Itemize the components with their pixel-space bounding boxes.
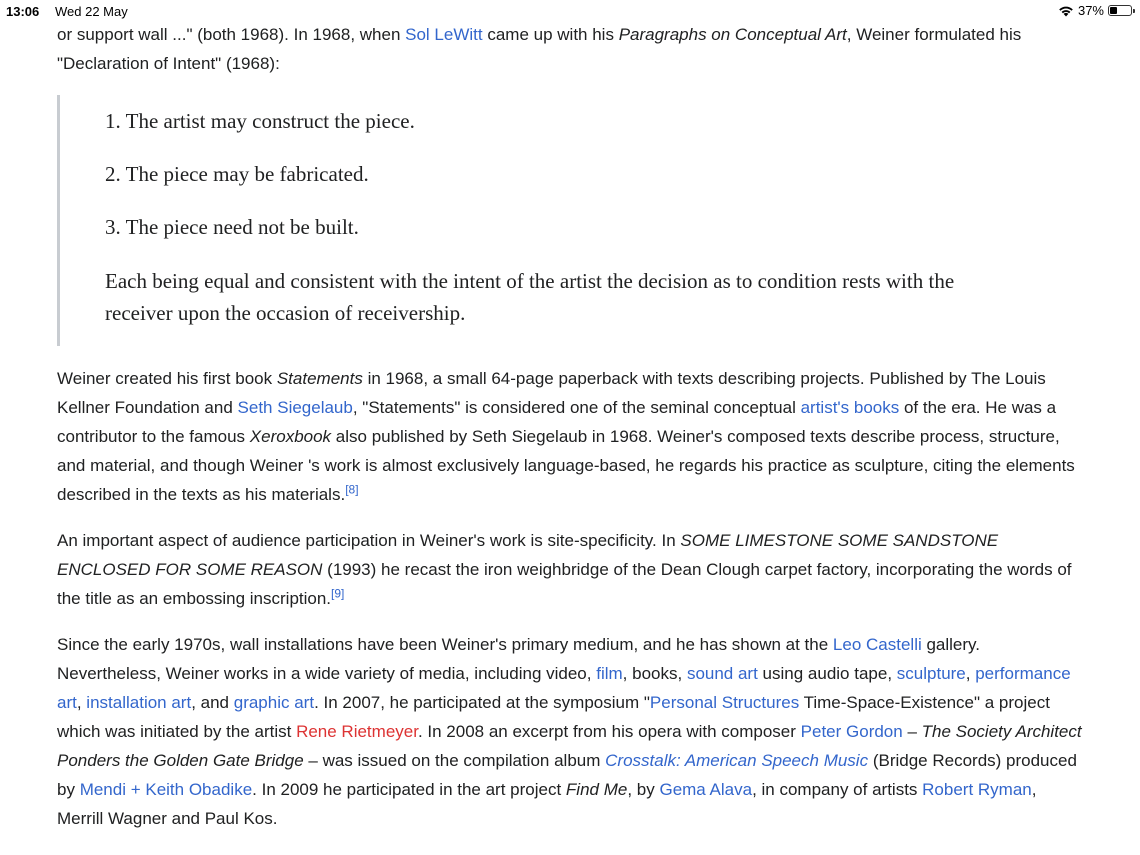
wiki-link[interactable]: Crosstalk: American Speech Music: [605, 751, 869, 770]
text-run: – was issued on the compilation album: [303, 751, 606, 770]
italic-text: Statements: [276, 369, 363, 388]
article-paragraph: [57, 20, 1087, 78]
text-run: came up with his: [482, 25, 619, 44]
status-indicators: [1058, 3, 1132, 18]
battery-icon: [1108, 5, 1132, 16]
text-run: Since the early 1970s, wall installations have been Weiner's primary medium, and he has shown at the: [57, 635, 833, 654]
wiki-link[interactable]: performance art: [57, 664, 1071, 712]
text-run: ,: [76, 693, 87, 712]
text-run: or support wall ..." (both 1968). In 1968, when: [57, 25, 406, 44]
italic-text: Paragraphs on Conceptual Art: [618, 25, 847, 44]
text-run: , by: [627, 780, 660, 799]
wiki-link[interactable]: Robert Ryman: [922, 780, 1032, 799]
text-run: , books,: [622, 664, 687, 683]
quote-closing: Each being equal and consistent with the intent of the artist the decision as to condition rests with the receiver upon the occasion of receivership.: [105, 269, 955, 325]
text-run: Time-Space-Existence" a project which was initiated by the artist: [57, 693, 1050, 741]
status-bar: [0, 0, 1140, 22]
article-paragraph: [57, 526, 1087, 613]
italic-text: SOME LIMESTONE SOME SANDSTONE ENCLOSED FOR SOME REASON: [57, 531, 999, 579]
text-run: in 1968, a small 64-page paperback with texts describing projects. Published by The Louis Kellner Foundation and: [57, 369, 1046, 417]
text-run: –: [902, 722, 922, 741]
text-run: (1993) he recast the iron weighbridge of the Dean Clough carpet factory, incorporating the words of the title as an embossing inscription.: [57, 560, 1072, 608]
text-run: . In 2007, he participated at the symposium ": [314, 693, 650, 712]
wifi-icon: [1058, 5, 1074, 17]
text-run: (Bridge Records) produced by: [57, 751, 1077, 799]
italic-text: The Society Architect Ponders the Golden Gate Bridge: [57, 722, 1082, 770]
italic-text: Find Me: [565, 780, 628, 799]
text-run: , Weiner formulated his "Declaration of Intent" (1968):: [57, 25, 1022, 73]
wiki-link[interactable]: sculpture: [896, 664, 966, 683]
wiki-link[interactable]: sound art: [686, 664, 758, 683]
quote-item: 1. The artist may construct the piece.: [105, 109, 415, 133]
text-run: ,: [965, 664, 976, 683]
text-run: , in company of artists: [752, 780, 923, 799]
status-date: Wed 22 May: [55, 4, 128, 19]
text-run: , "Statements" is considered one of the seminal conceptual: [352, 398, 801, 417]
text-run: . In 2008 an excerpt from his opera with composer: [417, 722, 801, 741]
text-run: using audio tape,: [757, 664, 897, 683]
wiki-link[interactable]: graphic art: [233, 693, 315, 712]
battery-fill: [1110, 7, 1117, 14]
citation-link[interactable]: [9]: [331, 586, 345, 601]
text-run: , Merrill Wagner and Paul Kos.: [57, 780, 1037, 828]
wiki-link[interactable]: artist's books: [800, 398, 900, 417]
quote-item: 2. The piece may be fabricated.: [105, 162, 369, 186]
wiki-link[interactable]: Sol LeWitt: [405, 25, 483, 44]
wiki-link[interactable]: installation art: [86, 693, 192, 712]
article-paragraph: [57, 630, 1087, 833]
text-run: , and: [191, 693, 234, 712]
wiki-link[interactable]: Mendi + Keith Obadike: [79, 780, 253, 799]
italic-text: Xeroxbook: [249, 427, 332, 446]
text-run: . In 2009 he participated in the art project: [252, 780, 566, 799]
battery-percent: 37%: [1077, 3, 1104, 18]
wiki-link[interactable]: Leo Castelli: [832, 635, 922, 654]
article-content: [57, 20, 1087, 833]
wiki-link[interactable]: Gema Alava: [659, 780, 753, 799]
text-run: of the era. He was a contributor to the famous: [57, 398, 1057, 446]
wiki-link[interactable]: Rene Rietmeyer: [296, 722, 418, 741]
wiki-link[interactable]: film: [596, 664, 623, 683]
text-run: gallery. Nevertheless, Weiner works in a wide variety of media, including video,: [57, 635, 981, 683]
wiki-link[interactable]: Peter Gordon: [800, 722, 903, 741]
declaration-blockquote: [57, 95, 1087, 346]
wiki-link[interactable]: Personal Structures: [649, 693, 800, 712]
text-run: Weiner created his first book: [57, 369, 277, 388]
text-run: also published by Seth Siegelaub in 1968. Weiner's composed texts describe process, structure, and material, and though Weiner 's work is almost exclusively language-based, he regards his practice as sculpture, citing the elements described in the texts as his materials.: [57, 427, 1075, 504]
text-run: An important aspect of audience participation in Weiner's work is site-specificity. In: [57, 531, 681, 550]
status-time: 13:06: [6, 4, 40, 19]
quote-item: 3. The piece need not be built.: [105, 215, 359, 239]
citation-link[interactable]: [8]: [345, 482, 359, 497]
wiki-link[interactable]: Seth Siegelaub: [237, 398, 353, 417]
article-paragraph: [57, 364, 1087, 509]
